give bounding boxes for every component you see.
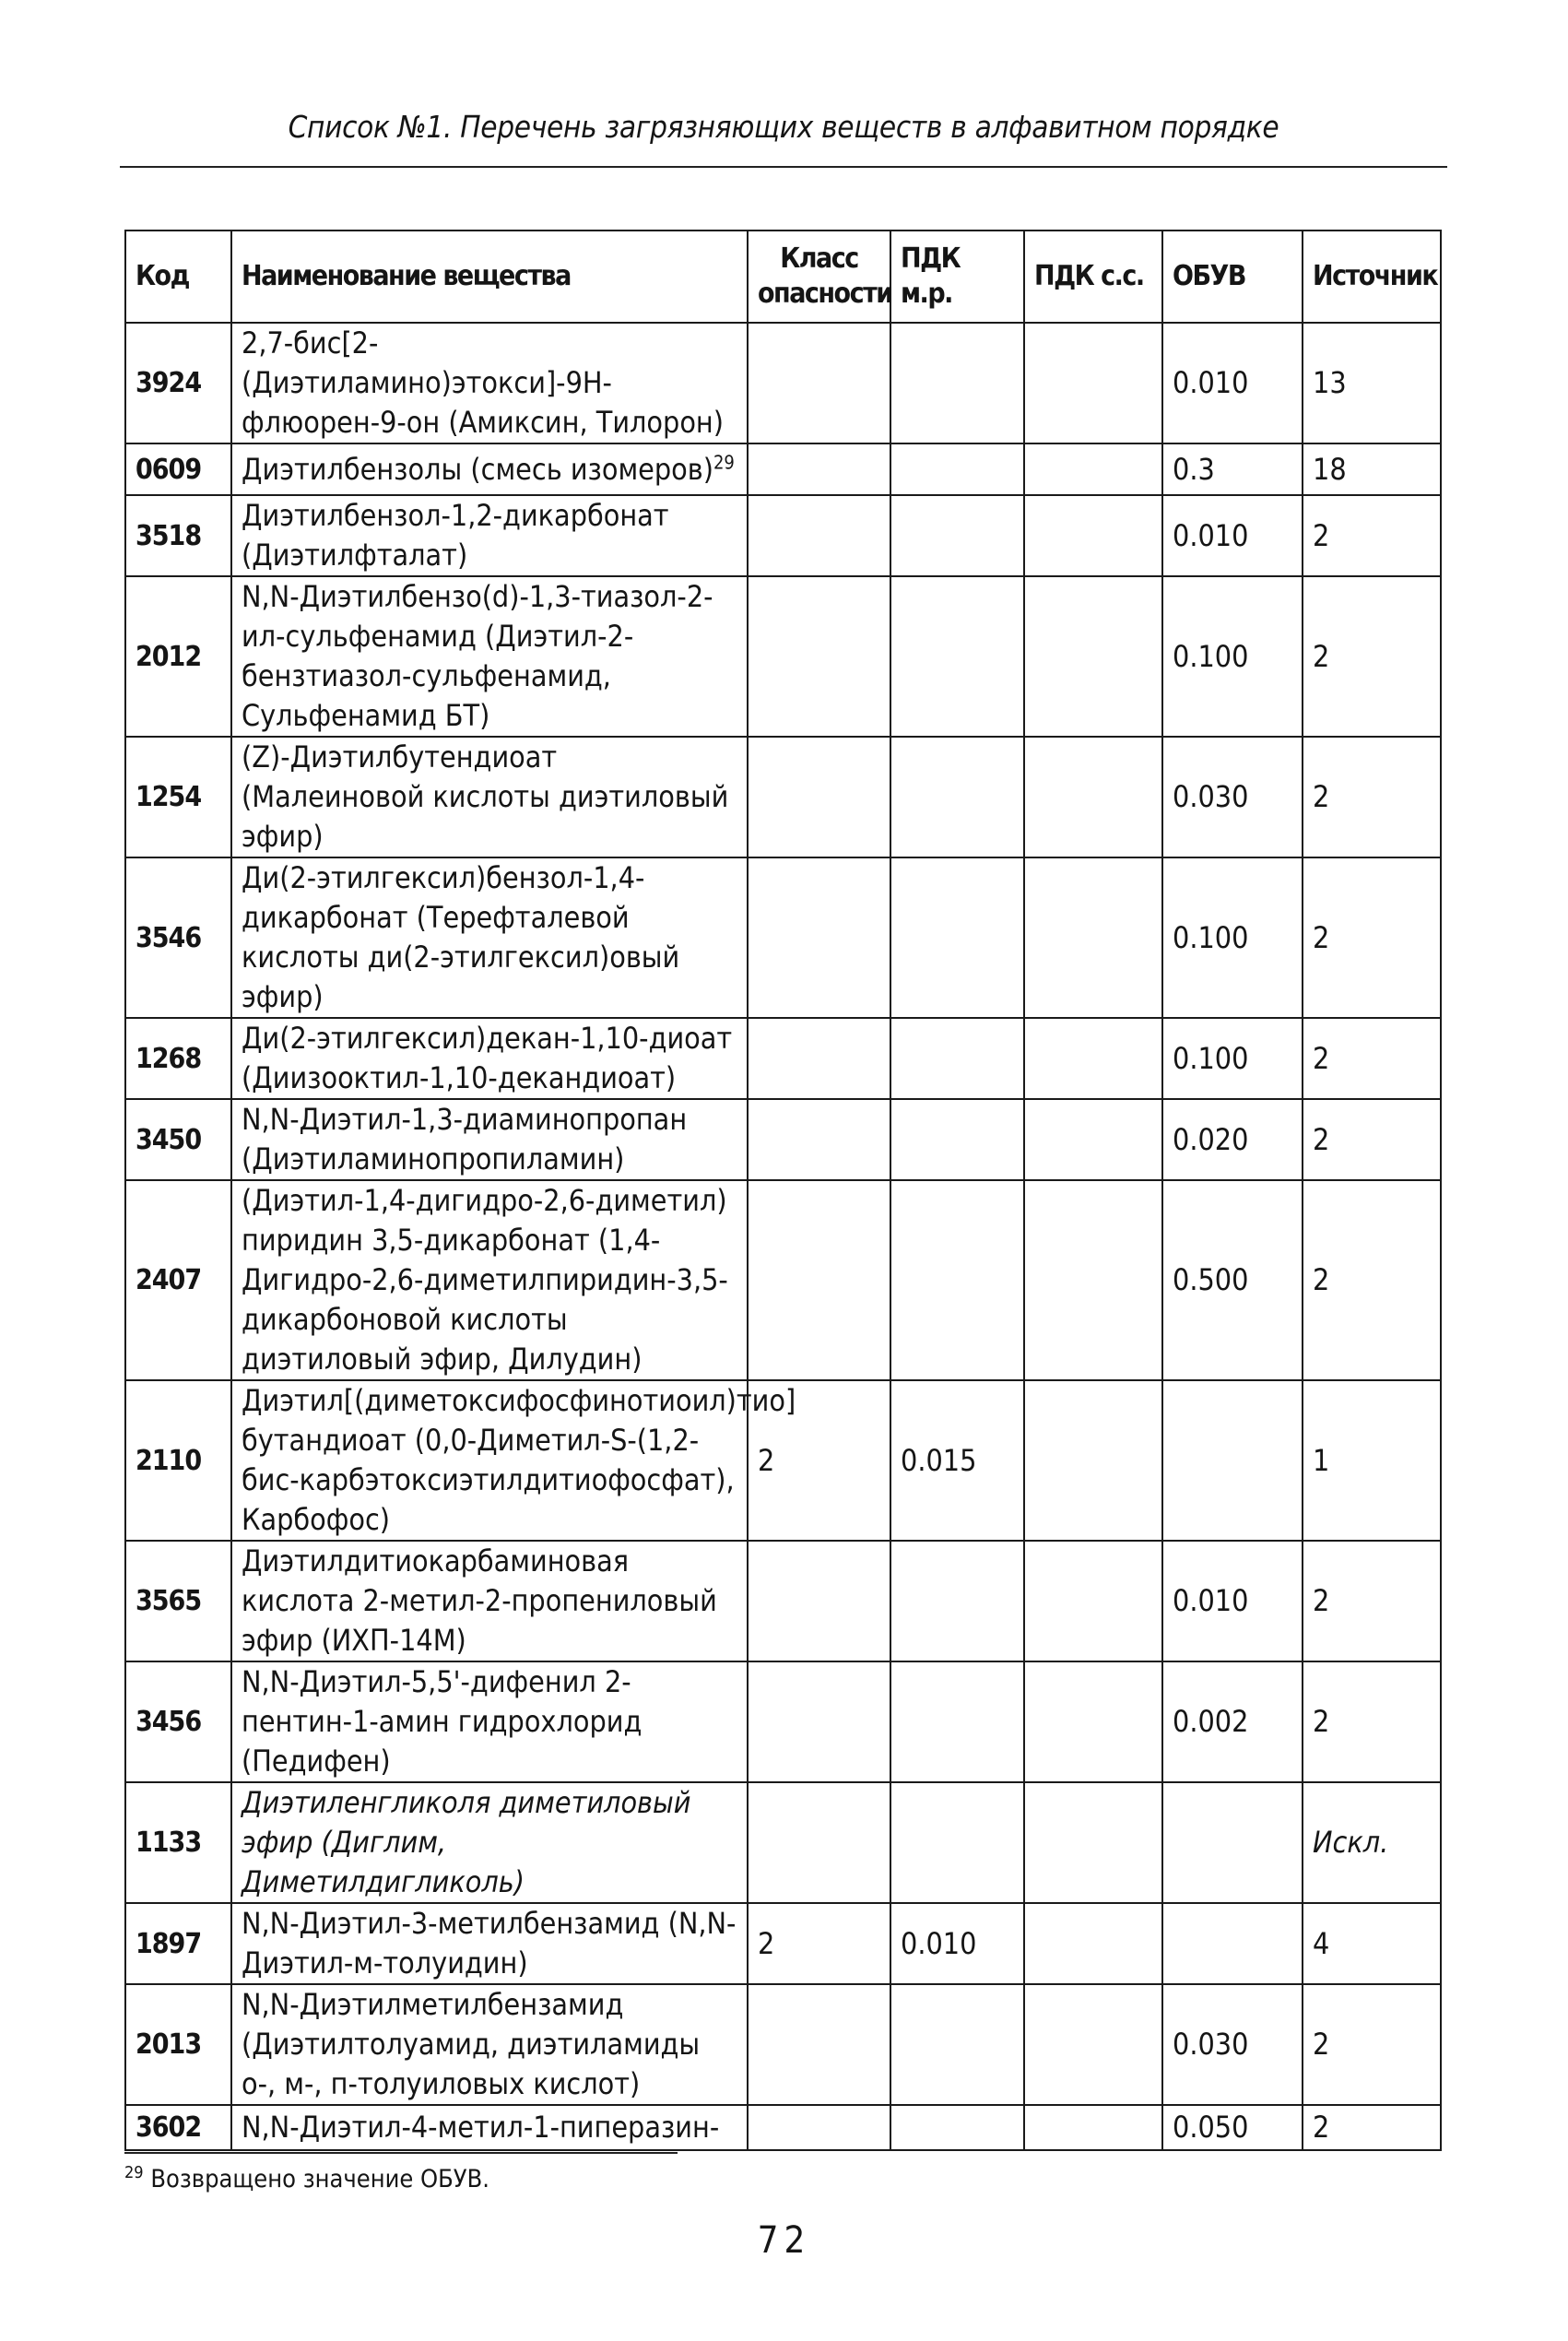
name-cell (231, 857, 748, 1018)
name-cell (231, 1984, 748, 2105)
substance-name: N,N-Диэтил-1,3-диаминопропан (Диэтиламинопропиламин) (242, 1102, 688, 1176)
obuv-cell: 0.100 (1162, 576, 1303, 737)
hazard-class-cell (748, 1018, 890, 1099)
substance-name: Диэтилдитиокарбаминовая кислота 2-метил-2-пропениловый эфир (ИХП-14М) (242, 1543, 717, 1658)
source-cell: 1 (1303, 1380, 1441, 1541)
hazard-class-cell (748, 1984, 890, 2105)
pdk-ss-cell (1024, 1984, 1162, 2105)
obuv-cell: 0.500 (1162, 1180, 1303, 1380)
name-cell (231, 1661, 748, 1782)
hazard-class-cell (748, 443, 890, 495)
substance-name: Диэтил[(диметоксифосфинотиоил)тио] бутандиоат (0,0-Диметил-S-(1,2-бис-карбэтоксиэтилдитиофосфат), Карбофос) (242, 1383, 796, 1537)
substance-name: N,N-Диэтилметилбензамид (Диэтилтолуамид, диэтиламиды о-, м-, п-толуиловых кислот) (242, 1987, 701, 2101)
table-row (125, 1661, 1441, 1782)
pdk-mr-cell (890, 737, 1024, 857)
pdk-mr-cell (890, 1541, 1024, 1661)
table-row (125, 1541, 1441, 1661)
column-header-pdk-mr: ПДК м.р. (890, 231, 1024, 323)
pdk-mr-cell (890, 1661, 1024, 1782)
hazard-class-cell (748, 857, 890, 1018)
column-header-name: Наименование вещества (231, 231, 748, 323)
table-row (125, 495, 1441, 576)
column-header-hazard-class: Класс опасности (748, 231, 890, 323)
pdk-mr-cell (890, 1099, 1024, 1180)
name-cell (231, 1782, 748, 1903)
source-cell: 2 (1303, 576, 1441, 737)
pdk-ss-cell (1024, 1661, 1162, 1782)
column-header-obuv: ОБУВ (1162, 231, 1303, 323)
code-cell: 3518 (125, 495, 231, 576)
table-row (125, 576, 1441, 737)
pdk-ss-cell (1024, 1903, 1162, 1984)
footnote (124, 2165, 489, 2193)
code-cell: 3450 (125, 1099, 231, 1180)
code-cell: 2110 (125, 1380, 231, 1541)
obuv-cell (1162, 1903, 1303, 1984)
name-cell (231, 737, 748, 857)
source-cell: 2 (1303, 2105, 1441, 2150)
substance-name: Диэтиленгликоля диметиловый эфир (Диглим, Диметилдигликоль) (242, 1785, 691, 1899)
hazard-class-cell (748, 1782, 890, 1903)
hazard-class-cell (748, 737, 890, 857)
pdk-mr-cell (890, 495, 1024, 576)
obuv-cell: 0.030 (1162, 1984, 1303, 2105)
substance-name: N,N-Диэтилбензо(d)-1,3-тиазол-2-ил-сульфенамид (Диэтил-2-бензтиазол-сульфенамид, Сульфенамид БТ) (242, 579, 713, 733)
name-cell (231, 2105, 748, 2150)
pdk-ss-cell (1024, 1099, 1162, 1180)
source-cell: 2 (1303, 1541, 1441, 1661)
obuv-cell: 0.002 (1162, 1661, 1303, 1782)
hazard-class-cell (748, 2105, 890, 2150)
substance-name: Ди(2-этилгексил)декан-1,10-диоат (Диизооктил-1,10-декандиоат) (242, 1021, 733, 1095)
table-row (125, 323, 1441, 443)
page-number: 72 (757, 2219, 811, 2262)
running-title: Список №1. Перечень загрязняющих веществ в алфавитном порядке (288, 109, 1279, 145)
pdk-ss-cell (1024, 1782, 1162, 1903)
substance-name: (Диэтил-1,4-дигидро-2,6-диметил) пиридин 3,5-дикарбонат (1,4-Дигидро-2,6-диметилпиридин-3,5-дикарбоновой кислоты диэтиловый эфир, Дилудин) (242, 1183, 728, 1377)
hazard-class-cell (748, 1099, 890, 1180)
column-header-pdk-ss: ПДК с.с. (1024, 231, 1162, 323)
obuv-cell: 0.010 (1162, 323, 1303, 443)
substance-name: 2,7-бис[2-(Диэтиламино)этокси]-9Н-флюорен-9-он (Амиксин, Тилорон) (242, 325, 724, 440)
hazard-class-cell (748, 1541, 890, 1661)
code-cell: 1133 (125, 1782, 231, 1903)
source-cell: 2 (1303, 1180, 1441, 1380)
name-cell (231, 1541, 748, 1661)
code-cell: 3565 (125, 1541, 231, 1661)
hazard-class-cell (748, 495, 890, 576)
obuv-cell: 0.010 (1162, 495, 1303, 576)
source-cell: 4 (1303, 1903, 1441, 1984)
hazard-class-cell: 2 (748, 1380, 890, 1541)
code-cell: 0609 (125, 443, 231, 495)
substance-name: N,N-Диэтил-4-метил-1-пиперазин- (242, 2110, 720, 2145)
footnote-mark: 29 (124, 2163, 144, 2182)
pdk-ss-cell (1024, 495, 1162, 576)
pdk-mr-cell: 0.010 (890, 1903, 1024, 1984)
pdk-ss-cell (1024, 2105, 1162, 2150)
pdk-mr-cell (890, 2105, 1024, 2150)
hazard-class-cell (748, 323, 890, 443)
source-cell: 2 (1303, 1018, 1441, 1099)
obuv-cell: 0.020 (1162, 1099, 1303, 1180)
source-cell: 2 (1303, 1984, 1441, 2105)
column-header-code: Код (125, 231, 231, 323)
obuv-cell: 0.030 (1162, 737, 1303, 857)
source-cell: 2 (1303, 1099, 1441, 1180)
pdk-ss-cell (1024, 857, 1162, 1018)
source-cell: 2 (1303, 1661, 1441, 1782)
pdk-mr-cell (890, 1018, 1024, 1099)
source-cell: 2 (1303, 737, 1441, 857)
table-row (125, 1984, 1441, 2105)
source-cell: 18 (1303, 443, 1441, 495)
source-cell: 2 (1303, 495, 1441, 576)
table-row (125, 737, 1441, 857)
substance-name: N,N-Диэтил-3-метилбензамид (N,N-Диэтил-м-толуидин) (242, 1906, 737, 1980)
table-row (125, 1380, 1441, 1541)
code-cell: 3456 (125, 1661, 231, 1782)
table-row (125, 857, 1441, 1018)
name-cell (231, 1099, 748, 1180)
pdk-mr-cell (890, 1782, 1024, 1903)
code-cell: 1254 (125, 737, 231, 857)
pdk-mr-cell (890, 1984, 1024, 2105)
code-cell: 1268 (125, 1018, 231, 1099)
pdk-ss-cell (1024, 1180, 1162, 1380)
table-row (125, 443, 1441, 495)
hazard-class-cell (748, 1661, 890, 1782)
name-cell (231, 443, 748, 495)
pdk-mr-cell: 0.015 (890, 1380, 1024, 1541)
source-cell: Искл. (1303, 1782, 1441, 1903)
table-body (125, 323, 1441, 2150)
hazard-class-cell: 2 (748, 1903, 890, 1984)
name-cell (231, 1018, 748, 1099)
obuv-cell: 0.3 (1162, 443, 1303, 495)
code-cell: 3546 (125, 857, 231, 1018)
pdk-mr-cell (890, 857, 1024, 1018)
pdk-ss-cell (1024, 576, 1162, 737)
obuv-cell (1162, 1782, 1303, 1903)
name-cell (231, 1180, 748, 1380)
footnote-reference: 29 (713, 450, 735, 473)
name-cell (231, 1903, 748, 1984)
pdk-mr-cell (890, 323, 1024, 443)
pdk-ss-cell (1024, 1018, 1162, 1099)
pdk-ss-cell (1024, 1380, 1162, 1541)
code-cell: 3602 (125, 2105, 231, 2150)
code-cell: 1897 (125, 1903, 231, 1984)
table-row (125, 2105, 1441, 2150)
name-cell (231, 495, 748, 576)
code-cell: 2012 (125, 576, 231, 737)
source-cell: 13 (1303, 323, 1441, 443)
header-rule (120, 166, 1447, 168)
table-row (125, 1180, 1441, 1380)
code-cell: 3924 (125, 323, 231, 443)
pdk-ss-cell (1024, 443, 1162, 495)
obuv-cell: 0.100 (1162, 857, 1303, 1018)
pdk-mr-cell (890, 1180, 1024, 1380)
table-row (125, 1903, 1441, 1984)
column-header-source: Источник (1303, 231, 1441, 323)
name-cell (231, 576, 748, 737)
substance-name: Ди(2-этилгексил)бензол-1,4-дикарбонат (Терефталевой кислоты ди(2-этилгексил)овый эфир) (242, 860, 680, 1014)
obuv-cell: 0.100 (1162, 1018, 1303, 1099)
table-row (125, 1782, 1441, 1903)
pdk-ss-cell (1024, 323, 1162, 443)
hazard-class-cell (748, 576, 890, 737)
substance-name: N,N-Диэтил-5,5'-дифенил 2-пентин-1-амин гидрохлорид (Педифен) (242, 1664, 643, 1779)
source-cell: 2 (1303, 857, 1441, 1018)
substance-name: Диэтилбензолы (смесь изомеров) (242, 451, 713, 487)
pdk-mr-cell (890, 576, 1024, 737)
obuv-cell (1162, 1380, 1303, 1541)
obuv-cell: 0.050 (1162, 2105, 1303, 2150)
footnote-text: Возвращено значение ОБУВ. (150, 2165, 489, 2193)
pdk-ss-cell (1024, 1541, 1162, 1661)
name-cell (231, 323, 748, 443)
code-cell: 2013 (125, 1984, 231, 2105)
substance-name: (Z)-Диэтилбутендиоат (Малеиновой кислоты диэтиловый эфир) (242, 739, 729, 854)
table-row (125, 1018, 1441, 1099)
pdk-ss-cell (1024, 737, 1162, 857)
table-row (125, 1099, 1441, 1180)
footnote-rule (124, 2152, 678, 2154)
name-cell (231, 1380, 796, 1541)
substances-table (124, 230, 1442, 2151)
code-cell: 2407 (125, 1180, 231, 1380)
table-header-row (125, 231, 1441, 323)
pdk-mr-cell (890, 443, 1024, 495)
hazard-class-cell (748, 1180, 890, 1380)
substance-name: Диэтилбензол-1,2-дикарбонат (Диэтилфталат) (242, 498, 669, 573)
obuv-cell: 0.010 (1162, 1541, 1303, 1661)
